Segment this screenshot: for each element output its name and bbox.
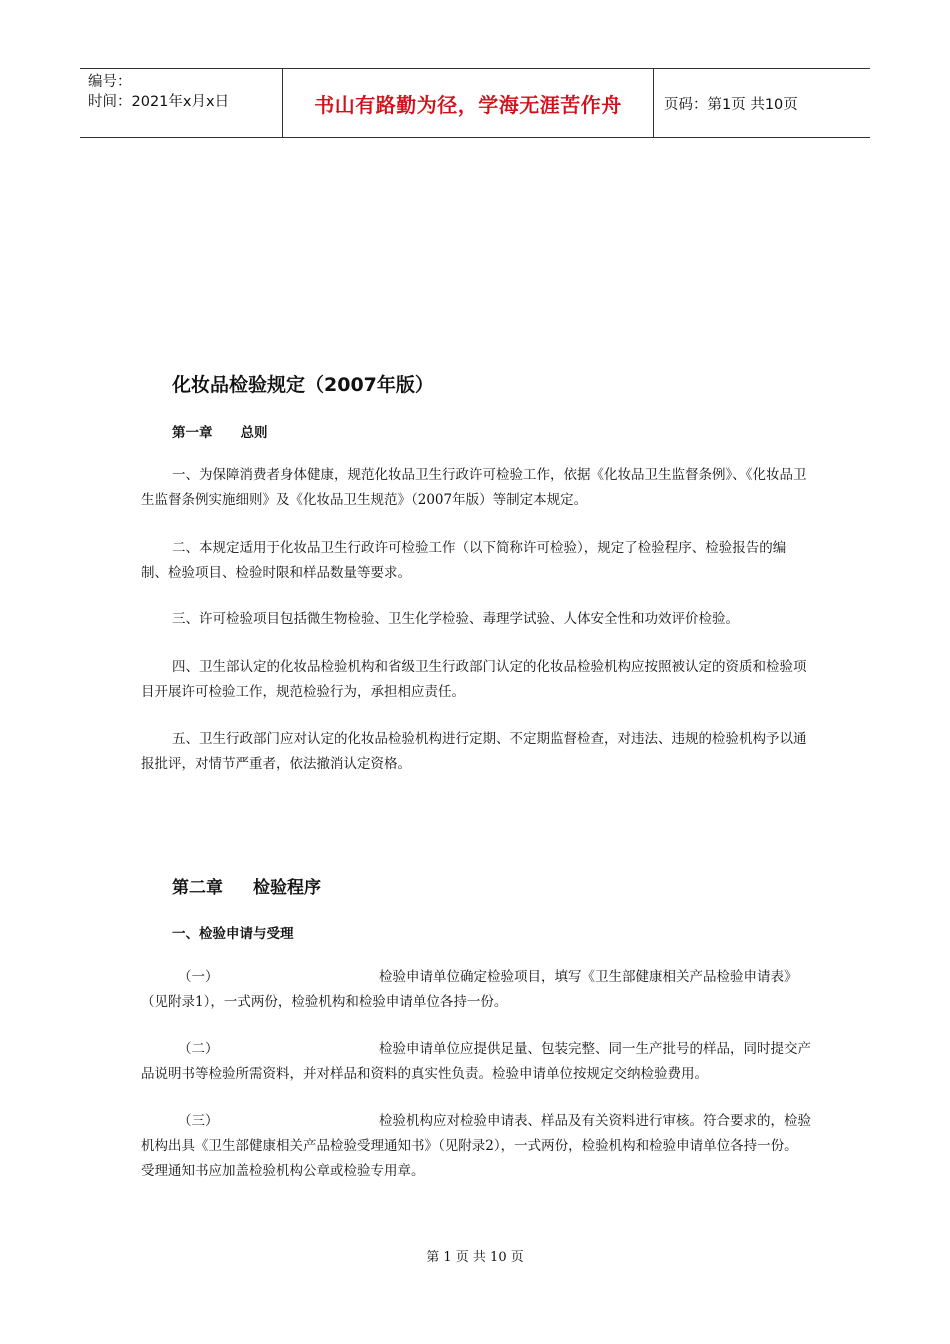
section1-title: 一、检验申请与受理 <box>172 926 294 942</box>
chapter1-paragraph-1: 一、为保障消费者身体健康，规范化妆品卫生行政许可检验工作，依据《化妆品卫生监督条例》、《化妆品卫生监督条例实施细则》及《化妆品卫生规范》（2007年版）等制定本规定。 <box>141 467 807 508</box>
section1-item-3 <box>141 1109 811 1184</box>
document-title: 化妆品检验规定（2007年版） <box>172 374 434 396</box>
chapter2-heading <box>172 873 351 898</box>
chapter1-number: 第一章 <box>172 425 213 441</box>
section1-item-1 <box>141 965 811 1015</box>
chapter1-paragraph-3: 三、许可检验项目包括微生物检验、卫生化学检验、毒理学试验、人体安全性和功效评价检验。 <box>172 611 739 627</box>
item-number: （二） <box>178 1041 219 1057</box>
page-footer: 第 1 页 共 10 页 <box>426 1250 524 1265</box>
header-motto: 书山有路勤为径，学海无涯苦作舟 <box>282 69 654 137</box>
header-info-cell <box>80 69 282 137</box>
item-text: 检验申请单位确定检验项目，填写《卫生部健康相关产品检验申请表》（见附录1），一式两份，检验机构和检验申请单位各持一份。 <box>141 969 798 1010</box>
chapter2-number: 第二章 <box>172 878 223 898</box>
chapter1-heading <box>172 421 296 441</box>
chapter1-paragraph-2: 二、本规定适用于化妆品卫生行政许可检验工作（以下简称许可检验），规定了检验程序、检验报告的编制、检验项目、检验时限和样品数量等要求。 <box>141 540 787 581</box>
time-label: 时间：2021年x月x日 <box>88 94 230 110</box>
item-text: 检验机构应对检验申请表、样品及有关资料进行审核。符合要求的，检验机构出具《卫生部健康相关产品检验受理通知书》（见附录2），一式两份，检验机构和检验申请单位各持一份。受理通知书应加盖检验机构公章或检验专用章。 <box>141 1113 811 1179</box>
item-number: （三） <box>178 1113 219 1129</box>
chapter2-name: 检验程序 <box>253 878 321 898</box>
item-number: （一） <box>178 969 219 985</box>
chapter1-paragraph-4: 四、卫生部认定的化妆品检验机构和省级卫生行政部门认定的化妆品检验机构应按照被认定的资质和检验项目开展许可检验工作，规范检验行为，承担相应责任。 <box>141 659 807 700</box>
header-table <box>80 68 870 138</box>
section1-item-2 <box>141 1037 811 1087</box>
number-label: 编号： <box>88 74 132 90</box>
item-text: 检验申请单位应提供足量、包装完整、同一生产批号的样品，同时提交产品说明书等检验所需资料，并对样品和资料的真实性负责。检验申请单位按规定交纳检验费用。 <box>141 1041 811 1082</box>
chapter1-name: 总则 <box>240 425 268 441</box>
chapter1-paragraph-5: 五、卫生行政部门应对认定的化妆品检验机构进行定期、不定期监督检查，对违法、违规的检验机构予以通报批评，对情节严重者，依法撤消认定资格。 <box>141 731 807 772</box>
header-page-info: 页码：第1页 共10页 <box>664 96 798 113</box>
